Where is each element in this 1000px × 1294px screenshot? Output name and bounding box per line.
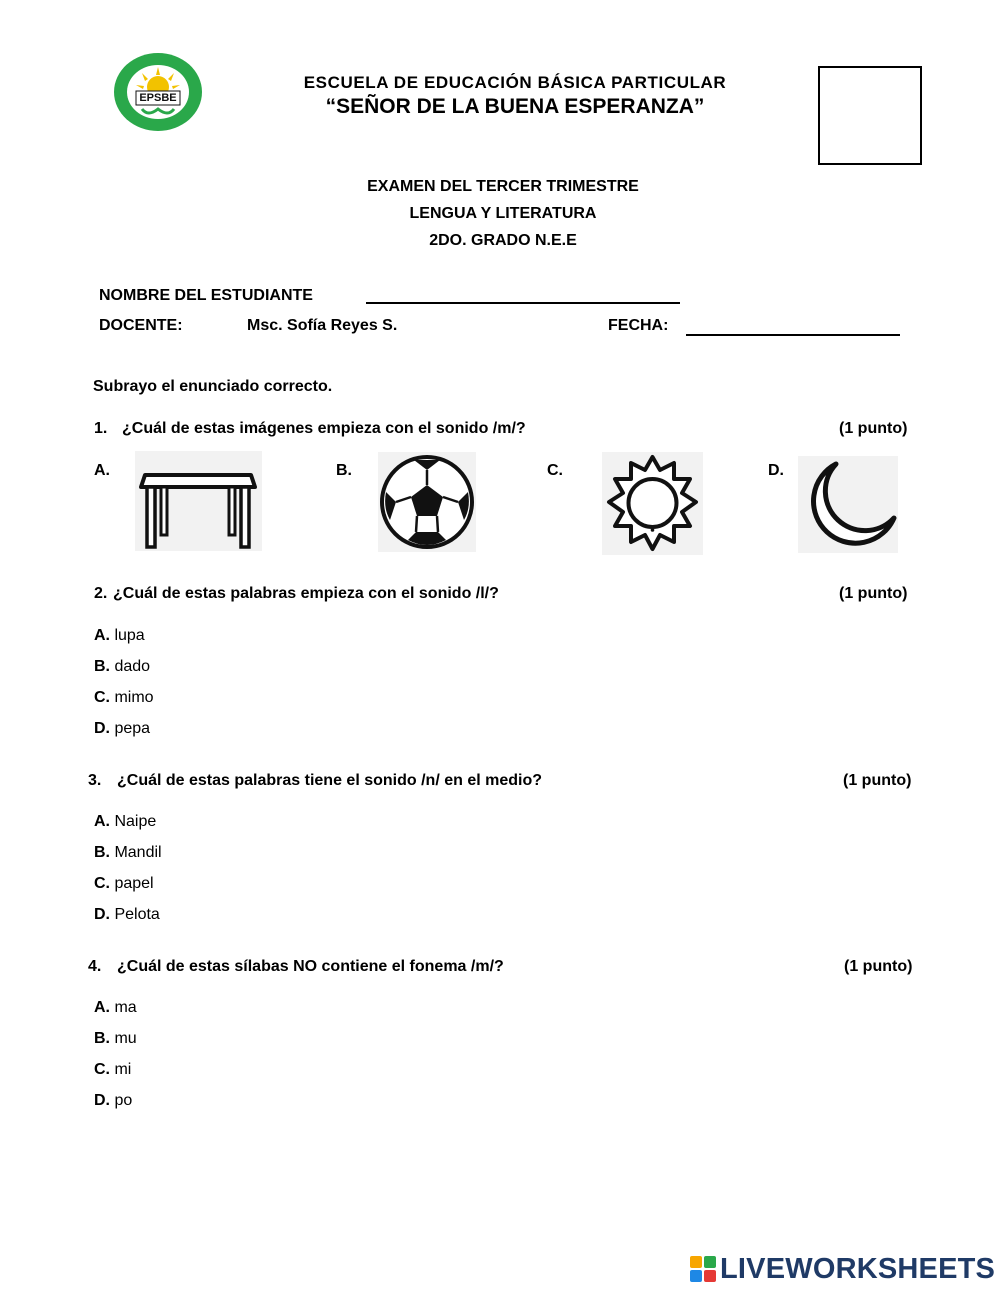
photo-box <box>818 66 922 165</box>
exam-title: EXAMEN DEL TERCER TRIMESTRE <box>367 178 639 195</box>
option-text: dado <box>114 658 151 675</box>
option-letter: C. <box>94 689 110 706</box>
question-4-option-b[interactable] <box>94 1030 137 1048</box>
moon-icon[interactable] <box>798 456 898 553</box>
question-1-option-d-letter: D. <box>768 462 784 479</box>
option-letter: D. <box>94 720 110 737</box>
question-4-option-d[interactable] <box>94 1092 132 1110</box>
question-4-number: 4. <box>88 958 102 975</box>
option-letter: B. <box>94 1030 110 1047</box>
question-2-text: ¿Cuál de estas palabras empieza con el sonido /l/? <box>113 585 499 602</box>
liveworksheets-logo[interactable] <box>690 1253 995 1285</box>
question-3-option-c[interactable] <box>94 875 154 893</box>
table-icon[interactable] <box>135 451 262 551</box>
instructions: Subrayo el enunciado correcto. <box>93 378 333 395</box>
question-1-text: ¿Cuál de estas imágenes empieza con el sonido /m/? <box>122 420 526 437</box>
option-letter: B. <box>94 658 110 675</box>
question-1-option-c-letter: C. <box>547 462 563 479</box>
question-4-option-a[interactable] <box>94 999 137 1017</box>
exam-subject: LENGUA Y LITERATURA <box>409 205 597 222</box>
sun-icon[interactable] <box>602 452 703 555</box>
question-4-option-c[interactable] <box>94 1061 131 1079</box>
question-2-option-d[interactable] <box>94 720 150 738</box>
question-1-option-a-letter: A. <box>94 462 110 479</box>
option-letter: A. <box>94 813 110 830</box>
option-letter: D. <box>94 1092 110 1109</box>
question-2-number: 2. <box>94 585 108 602</box>
question-1-option-b-letter: B. <box>336 462 352 479</box>
option-text: mi <box>114 1061 132 1078</box>
school-logo <box>112 51 204 133</box>
question-1-points: (1 punto) <box>839 420 908 437</box>
question-3-option-a[interactable] <box>94 813 156 831</box>
question-2-option-c[interactable] <box>94 689 154 707</box>
option-letter: A. <box>94 999 110 1016</box>
option-letter: C. <box>94 1061 110 1078</box>
option-letter: C. <box>94 875 110 892</box>
question-2-option-b[interactable] <box>94 658 150 676</box>
question-2-points: (1 punto) <box>839 585 908 602</box>
school-name-line1: ESCUELA DE EDUCACIÓN BÁSICA PARTICULAR <box>303 73 727 92</box>
option-text: ma <box>114 999 137 1016</box>
option-text: papel <box>114 875 154 892</box>
soccer-ball-icon[interactable] <box>378 452 476 552</box>
question-4-text: ¿Cuál de estas sílabas NO contiene el fonema /m/? <box>117 958 504 975</box>
question-3-number: 3. <box>88 772 102 789</box>
student-name-field[interactable] <box>366 302 680 304</box>
date-field[interactable] <box>686 334 900 336</box>
question-2-option-a[interactable] <box>94 627 145 645</box>
option-letter: B. <box>94 844 110 861</box>
option-text: Pelota <box>114 906 160 923</box>
logo-text: EPSBE <box>139 92 177 104</box>
option-letter: D. <box>94 906 110 923</box>
teacher-label: DOCENTE: <box>99 317 183 334</box>
question-3-points: (1 punto) <box>843 772 912 789</box>
liveworksheets-icon <box>690 1254 718 1284</box>
option-text: pepa <box>114 720 151 737</box>
school-name-line2: “SEÑOR DE LA BUENA ESPERANZA” <box>325 95 705 118</box>
question-3-text: ¿Cuál de estas palabras tiene el sonido /n/ en el medio? <box>117 772 542 789</box>
option-text: po <box>114 1092 133 1109</box>
question-3-option-b[interactable] <box>94 844 162 862</box>
option-text: Mandil <box>114 844 162 861</box>
teacher-name: Msc. Sofía Reyes S. <box>247 317 398 334</box>
option-text: mu <box>114 1030 137 1047</box>
option-letter: A. <box>94 627 110 644</box>
question-3-option-d[interactable] <box>94 906 160 924</box>
option-text: Naipe <box>114 813 157 830</box>
option-text: mimo <box>114 689 154 706</box>
question-4-points: (1 punto) <box>844 958 913 975</box>
liveworksheets-brand: LIVEWORKSHEETS <box>720 1252 996 1285</box>
question-1-number: 1. <box>94 420 108 437</box>
option-text: lupa <box>114 627 145 644</box>
date-label: FECHA: <box>608 317 669 334</box>
student-name-label: NOMBRE DEL ESTUDIANTE <box>99 287 313 304</box>
exam-grade: 2DO. GRADO N.E.E <box>429 232 577 249</box>
